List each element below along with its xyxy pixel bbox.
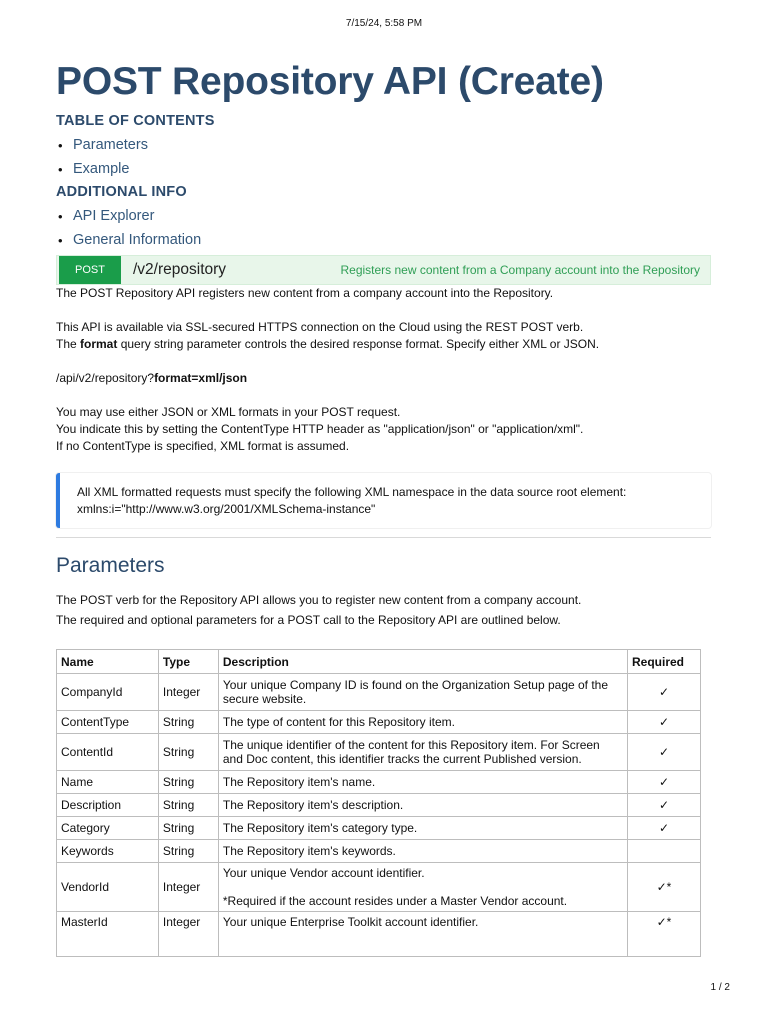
bullet-icon: •	[58, 161, 63, 177]
url-prefix: /api/v2/repository?	[56, 371, 155, 385]
param-type: String	[158, 840, 218, 863]
column-header-required: Required	[628, 650, 701, 674]
table-row	[57, 734, 701, 771]
page-title: POST Repository API (Create)	[56, 60, 604, 103]
note-line-1: All XML formatted requests must specify the following XML namespace in the data source root element:	[77, 485, 627, 499]
param-name: Keywords	[57, 840, 159, 863]
column-header-description: Description	[218, 650, 627, 674]
intro-text: The	[56, 337, 81, 351]
info-link[interactable]: API Explorer	[73, 208, 155, 224]
table-row	[57, 840, 701, 863]
toc-item-parameters[interactable]	[56, 134, 711, 158]
param-type: String	[158, 771, 218, 794]
param-description: The unique identifier of the content for this Repository item. For Screen and Doc content, this identifier tracks the current Published version.	[218, 734, 627, 771]
param-name: MasterId	[57, 912, 159, 957]
param-description	[218, 863, 627, 912]
table-row	[57, 771, 701, 794]
param-required	[628, 840, 701, 863]
param-description: The Repository item's description.	[218, 794, 627, 817]
param-required: ✓*	[628, 863, 701, 912]
param-required: ✓	[628, 674, 701, 711]
format-param: format	[80, 337, 118, 351]
table-row	[57, 912, 701, 957]
param-name: CompanyId	[57, 674, 159, 711]
param-name: Description	[57, 794, 159, 817]
param-type: Integer	[158, 674, 218, 711]
param-name: Name	[57, 771, 159, 794]
param-required: ✓	[628, 734, 701, 771]
page-break-mask	[0, 964, 768, 979]
intro-paragraph-4: You may use either JSON or XML formats in your POST request.	[56, 405, 401, 419]
param-required: ✓	[628, 771, 701, 794]
bullet-icon: •	[58, 138, 63, 153]
table-row	[57, 863, 701, 912]
xml-namespace-note	[56, 473, 711, 528]
param-description-line: Your unique Vendor account identifier.	[222, 866, 425, 880]
param-required: ✓	[628, 711, 701, 734]
param-description: The Repository item's category type.	[218, 817, 627, 840]
table-row	[57, 817, 701, 840]
table-header-row	[57, 650, 701, 674]
table-row	[57, 794, 701, 817]
parameters-table	[56, 649, 701, 957]
param-description-note: *Required if the account resides under a Master Vendor account.	[222, 894, 568, 908]
param-description: The Repository item's name.	[218, 771, 627, 794]
toc-link[interactable]: Parameters	[73, 137, 148, 153]
param-name: Category	[57, 817, 159, 840]
additional-info-list	[56, 205, 711, 252]
endpoint-summary: Registers new content from a Company account into the Repository	[340, 263, 700, 277]
intro-paragraph-5: You indicate this by setting the ContentType HTTP header as "application/json" or "application/xml".	[56, 422, 584, 436]
endpoint-path: /v2/repository	[133, 261, 227, 278]
parameters-intro	[56, 590, 711, 630]
intro-paragraph-6: If no ContentType is specified, XML format is assumed.	[56, 439, 350, 453]
param-type: String	[158, 734, 218, 771]
param-description: The type of content for this Repository item.	[218, 711, 627, 734]
toc-link[interactable]: Example	[73, 160, 130, 177]
endpoint-bar[interactable]	[56, 255, 711, 285]
bullet-icon: •	[58, 232, 63, 248]
column-header-type: Type	[158, 650, 218, 674]
param-name: VendorId	[57, 863, 159, 912]
param-type: Integer	[158, 912, 218, 957]
param-type: String	[158, 711, 218, 734]
additional-info-heading: ADDITIONAL INFO	[56, 184, 187, 200]
parameters-heading: Parameters	[56, 554, 165, 577]
info-link[interactable]: General Information	[73, 231, 202, 248]
intro-paragraph-1: The POST Repository API registers new content from a company account into the Repository.	[56, 286, 554, 300]
param-description: Your unique Enterprise Toolkit account identifier.	[218, 912, 627, 957]
bullet-icon: •	[58, 209, 63, 224]
column-header-name: Name	[57, 650, 159, 674]
print-header-date: 7/15/24, 5:58 PM	[345, 18, 423, 29]
page-number: 1 / 2	[710, 982, 730, 993]
toc-list	[56, 134, 711, 181]
toc-item-example[interactable]	[56, 158, 711, 182]
param-type: Integer	[158, 863, 218, 912]
param-required: ✓*	[628, 912, 701, 957]
param-name: ContentId	[57, 734, 159, 771]
info-item-api-explorer[interactable]	[56, 205, 711, 229]
parameters-intro-1: The POST verb for the Repository API allows you to register new content from a company account.	[56, 593, 582, 607]
table-row	[57, 674, 701, 711]
table-row	[57, 711, 701, 734]
param-name: ContentType	[57, 711, 159, 734]
param-description: The Repository item's keywords.	[218, 840, 627, 863]
param-description: Your unique Company ID is found on the Organization Setup page of the secure website.	[218, 674, 627, 711]
param-type: String	[158, 817, 218, 840]
info-item-general-information[interactable]	[56, 229, 711, 253]
section-divider	[56, 537, 711, 538]
intro-paragraph-2: This API is available via SSL-secured HTTPS connection on the Cloud using the REST POST verb.	[56, 320, 584, 334]
param-required: ✓	[628, 794, 701, 817]
param-required: ✓	[628, 817, 701, 840]
param-type: String	[158, 794, 218, 817]
document-content	[56, 58, 711, 957]
parameters-intro-2: The required and optional parameters for a POST call to the Repository API are outlined below.	[56, 613, 561, 627]
intro-text: query string parameter controls the desired response format. Specify either XML or JSON.	[117, 337, 600, 351]
method-badge: POST	[59, 256, 121, 284]
url-example	[56, 370, 711, 387]
toc-heading: TABLE OF CONTENTS	[56, 113, 215, 129]
url-query: format=xml/json	[154, 371, 248, 385]
note-line-2: xmlns:i="http://www.w3.org/2001/XMLSchema-instance"	[77, 502, 376, 516]
intro-paragraph-3	[56, 336, 711, 353]
